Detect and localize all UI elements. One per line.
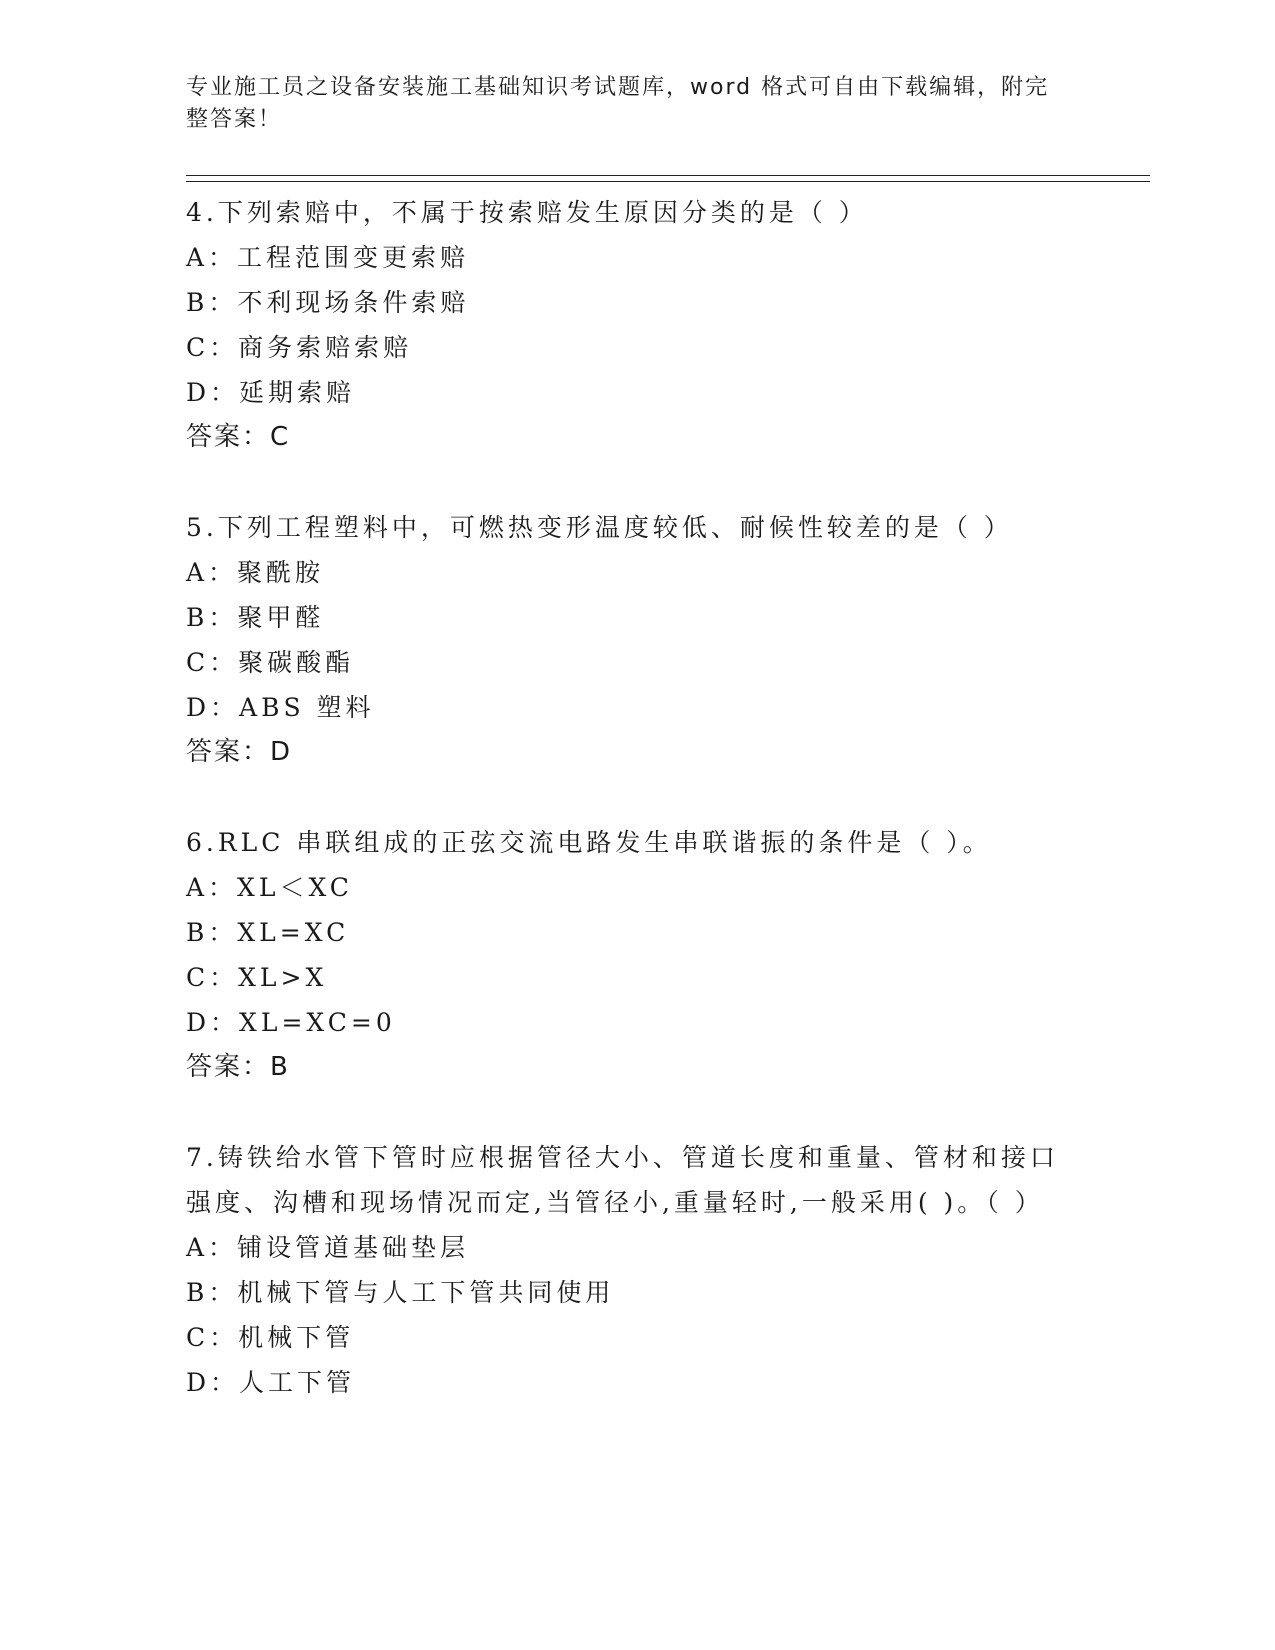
answer: 答案：C bbox=[186, 422, 291, 452]
question-5 bbox=[186, 505, 1086, 775]
spacer bbox=[186, 1090, 1086, 1135]
option-a: A：工程范围变更索赔 bbox=[186, 243, 470, 272]
option-a: A：聚酰胺 bbox=[186, 558, 325, 587]
option-c: C：XL>X bbox=[186, 963, 328, 992]
option-a: A：铺设管道基础垫层 bbox=[186, 1233, 470, 1262]
question-stem: 7.铸铁给水管下管时应根据管径大小、管道长度和重量、管材和接口强度、沟槽和现场情况而定,当管径小,重量轻时,一般采用( )。（ ） bbox=[186, 1143, 1059, 1217]
question-stem: 6.RLC 串联组成的正弦交流电路发生串联谐振的条件是（ ）。 bbox=[186, 828, 992, 857]
question-list bbox=[186, 190, 1086, 1405]
option-d: D：XL=XC=0 bbox=[186, 1008, 396, 1037]
option-d: D：延期索赔 bbox=[186, 378, 356, 407]
header-rule-top bbox=[186, 175, 1150, 176]
question-stem: 5.下列工程塑料中，可燃热变形温度较低、耐候性较差的是（ ） bbox=[186, 513, 1013, 542]
option-d: D：人工下管 bbox=[186, 1368, 356, 1397]
question-stem: 4.下列索赔中，不属于按索赔发生原因分类的是（ ） bbox=[186, 198, 868, 227]
option-c: C：商务索赔索赔 bbox=[186, 333, 413, 362]
document-header: 专业施工员之设备安装施工基础知识考试题库，word 格式可自由下载编辑，附完整答案！ bbox=[186, 75, 1050, 132]
option-b: B：不利现场条件索赔 bbox=[186, 288, 470, 317]
answer: 答案：B bbox=[186, 1052, 290, 1082]
header-rule-bottom bbox=[186, 181, 1150, 182]
option-b: B：聚甲醛 bbox=[186, 603, 325, 632]
spacer bbox=[186, 460, 1086, 505]
option-d: D：ABS 塑料 bbox=[186, 693, 375, 722]
question-4 bbox=[186, 190, 1086, 460]
option-c: C：聚碳酸酯 bbox=[186, 648, 355, 677]
option-b: B：XL=XC bbox=[186, 918, 350, 947]
option-a: A：XL＜XC bbox=[186, 873, 353, 902]
option-c: C：机械下管 bbox=[186, 1323, 355, 1352]
question-6 bbox=[186, 820, 1086, 1090]
answer: 答案：D bbox=[186, 737, 293, 767]
question-7 bbox=[186, 1135, 1086, 1405]
option-b: B：机械下管与人工下管共同使用 bbox=[186, 1278, 615, 1307]
spacer bbox=[186, 775, 1086, 820]
